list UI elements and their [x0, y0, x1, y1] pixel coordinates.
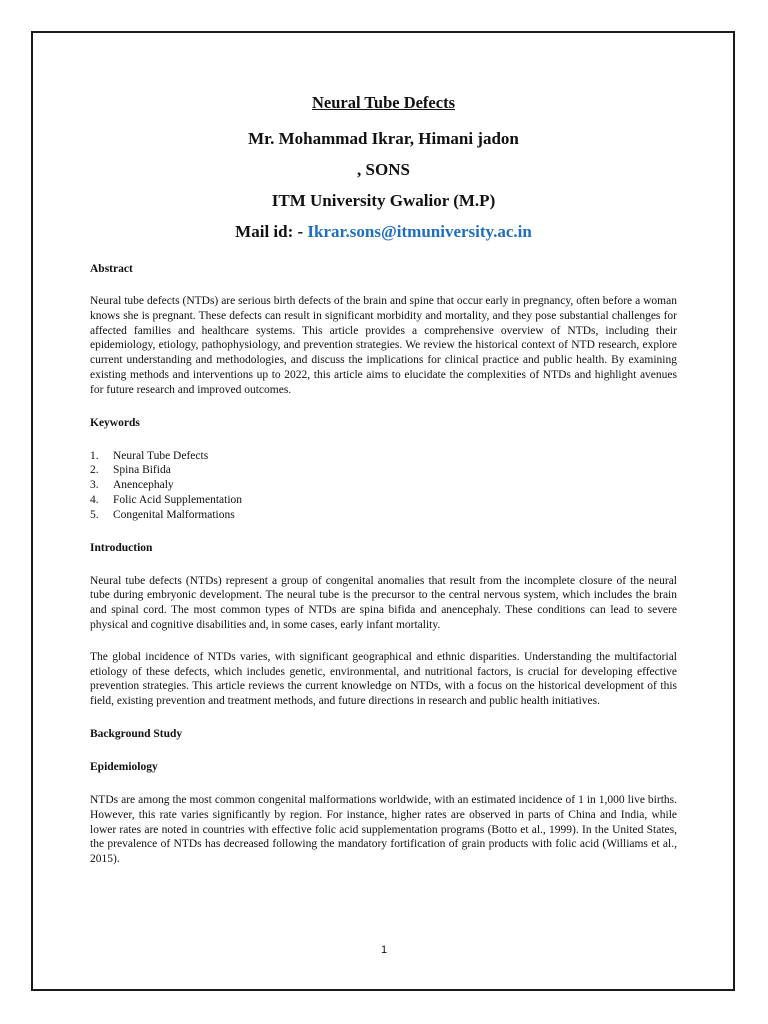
introduction-heading: Introduction: [90, 541, 153, 554]
institution: ITM University Gwalior (M.P): [271, 191, 496, 210]
list-number: 3.: [90, 479, 99, 492]
epidemiology-text: NTDs are among the most common congenital malformations worldwide, with an estimated incidence of 1 in 1,000 live births. However, this rate varies significantly by region. For instance, higher rates are observed in parts of China and India, while lower rates are noted in countries with effective folic acid supplementation programs (Botto et al., 1999). In the United States, the prevalence of NTDs has decreased following the mandatory fortification of grain products with folic acid (Williams et al., 2015).: [90, 793, 677, 866]
keyword-label: Anencephaly: [113, 479, 174, 492]
list-item: [90, 449, 677, 464]
keyword-label: Neural Tube Defects: [113, 449, 209, 462]
list-number: 5.: [90, 508, 99, 521]
keywords-heading: Keywords: [90, 416, 140, 429]
keyword-label: Spina Bifida: [113, 464, 171, 477]
background-heading: Background Study: [90, 727, 183, 740]
list-item: [90, 463, 677, 478]
keyword-label: Folic Acid Supplementation: [113, 493, 243, 506]
list-number: 1.: [90, 449, 99, 462]
list-item: [90, 478, 677, 493]
document-title: Neural Tube Defects: [312, 93, 455, 112]
list-number: 4.: [90, 493, 99, 506]
list-item: [90, 508, 677, 523]
mail-link[interactable]: Ikrar.sons@itmuniversity.ac.in: [307, 222, 532, 241]
department: , SONS: [357, 160, 410, 179]
keywords-list: [90, 449, 677, 523]
authors: Mr. Mohammad Ikrar, Himani jadon: [248, 129, 519, 148]
keyword-label: Congenital Malformations: [113, 508, 235, 521]
abstract-text: Neural tube defects (NTDs) are serious birth defects of the brain and spine that occur early in pregnancy, often before a woman knows she is pregnant. These defects can result in significant morbidity and mortality, and they pose substantial challenges for affected families and healthcare systems. This article provides a comprehensive overview of NTDs, including their epidemiology, etiology, pathophysiology, and prevention strategies. We review the historical context of NTD research, explore current understanding and methodologies, and discuss the implications for clinical practice and public health. By examining existing methods and interventions up to 2022, this article aims to elucidate the complexities of NTDs and highlight avenues for future research and improved outcomes.: [90, 295, 677, 396]
list-number: 2.: [90, 464, 99, 477]
mail-label: Mail id: -: [235, 222, 308, 241]
introduction-paragraph-2: The global incidence of NTDs varies, with significant geographical and ethnic disparities. Understanding the multifactorial etiology of these defects, which includes genetic, environmental, and nutritional factors, is crucial for developing effective prevention strategies. This article reviews the current knowledge on NTDs, with a focus on the historical development of this field, existing prevention and treatment methods, and future directions in research and public health initiatives.: [90, 650, 677, 708]
epidemiology-heading: Epidemiology: [90, 760, 158, 773]
abstract-heading: Abstract: [90, 263, 133, 275]
introduction-paragraph-1: Neural tube defects (NTDs) represent a group of congenital anomalies that result from the incomplete closure of the neural tube during embryonic development. The neural tube is the precursor to the central nervous system, which includes the brain and spinal cord. The most common types of NTDs are spina bifida and anencephaly. These conditions can lead to severe physical and cognitive disabilities and, in some cases, early infant mortality.: [90, 574, 677, 631]
document-body: [90, 92, 677, 867]
list-item: [90, 493, 677, 508]
mail-line: [90, 220, 677, 243]
page-number: 1: [380, 944, 388, 956]
